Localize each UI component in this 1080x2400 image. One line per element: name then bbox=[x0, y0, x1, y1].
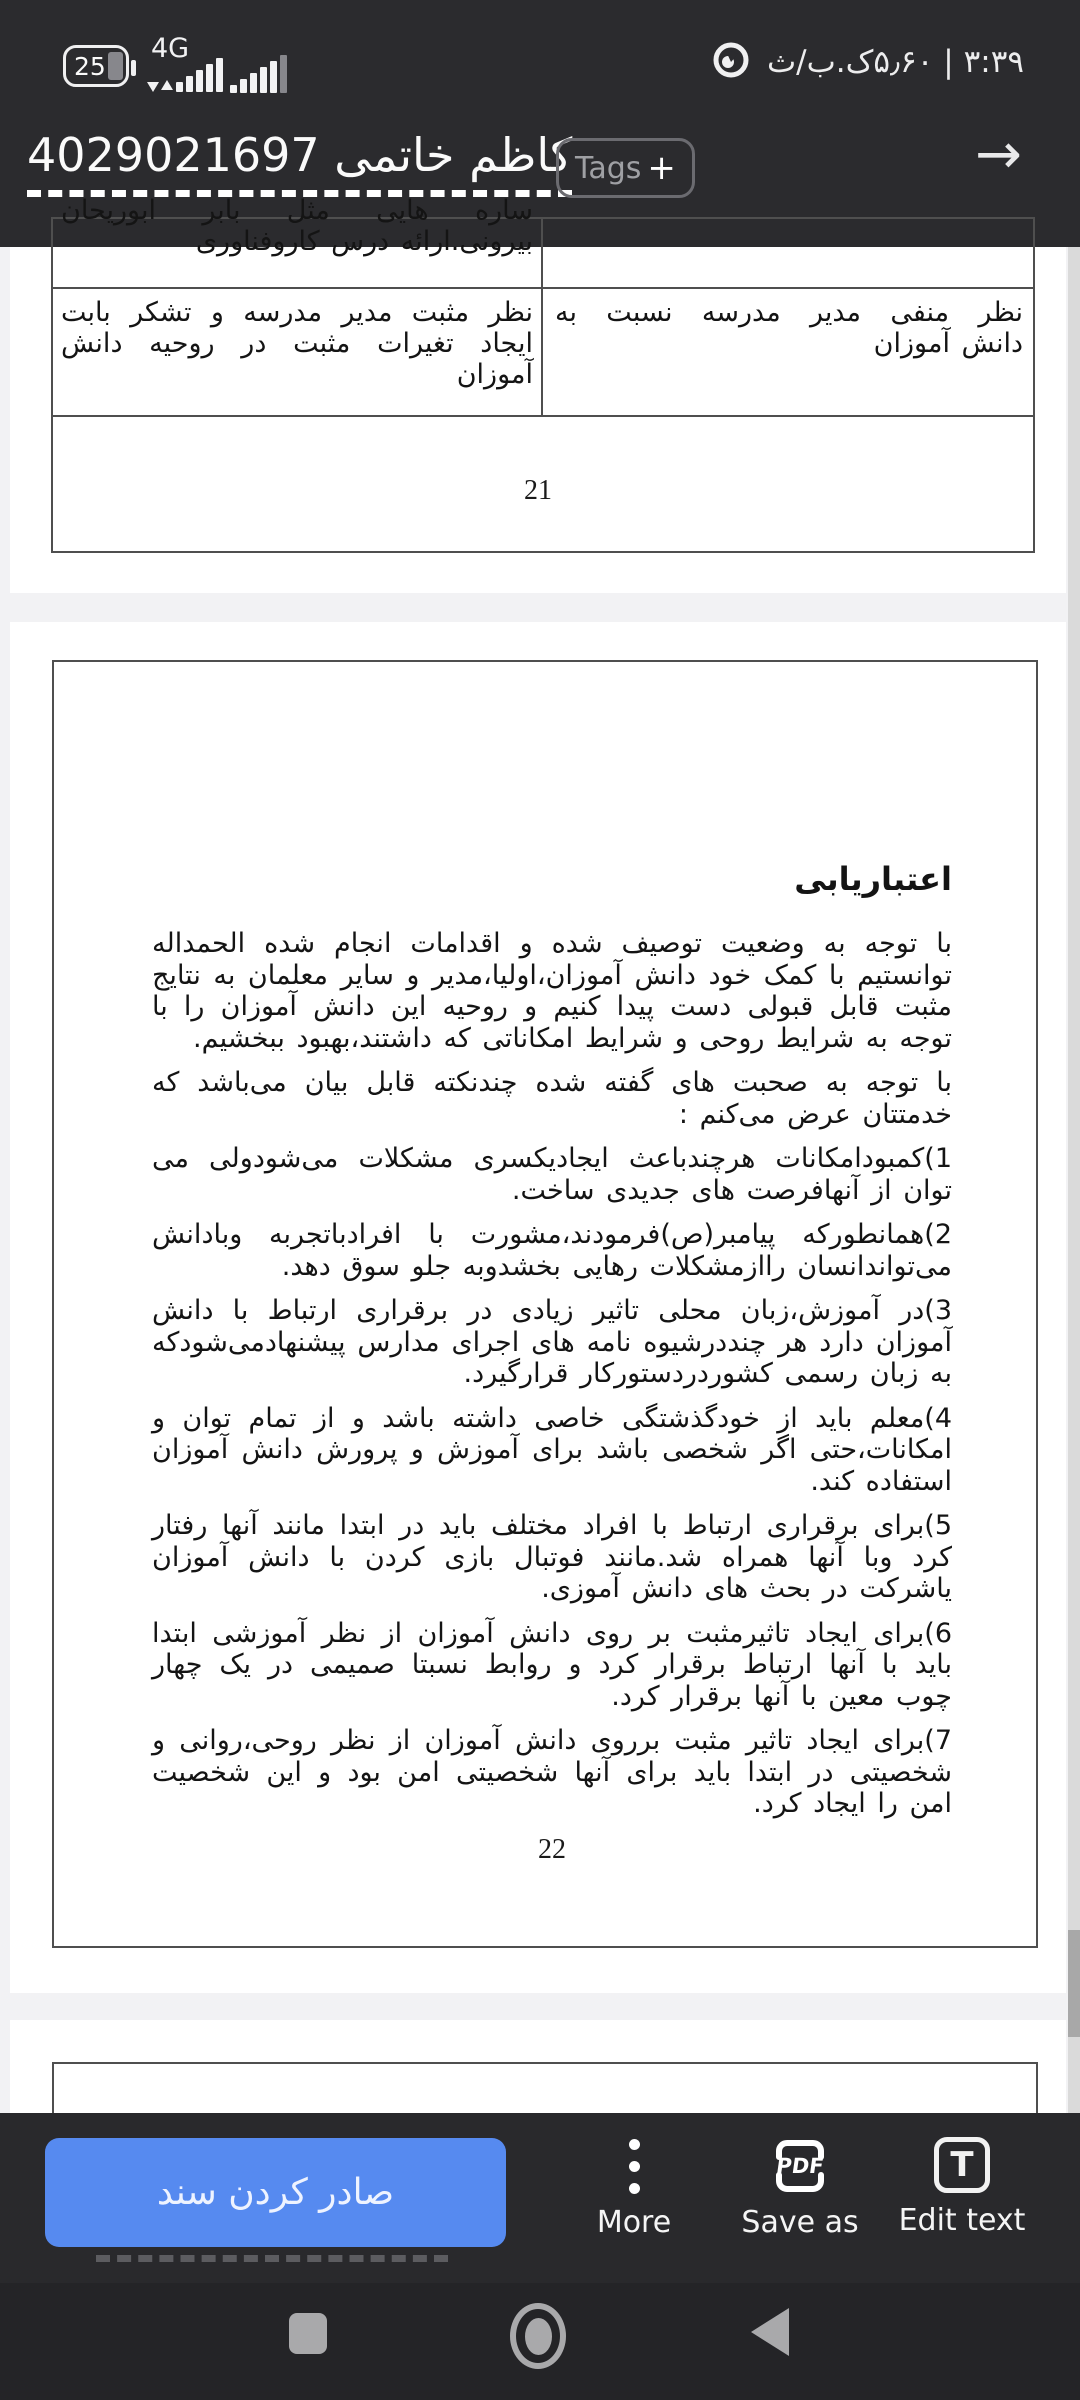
paragraph: با توجه به وضعیت توصیف شده و اقدامات انجام شده الحمداله توانستیم با کمک خود دانش آموزان،اولیا،مدیر و سایر معلمان به نتایج مثبت قابل قبولی دست پیدا کنیم و روحیه این دانش آموزان را با توجه به شرایط روحی و شرایط امکاناتی که داشتند،بهبود ببخشیم. bbox=[152, 928, 952, 1054]
add-tags-button[interactable] bbox=[556, 138, 695, 198]
cell-line: دانش آموزان bbox=[873, 328, 1023, 359]
section-heading: اعتباریابی bbox=[794, 860, 952, 898]
export-document-label: صادر کردن سند bbox=[156, 2172, 395, 2213]
numbered-item: 4)معلم باید از خودگذشتگی خاصی داشته باشد و از تمام توان و امکانات،حتی اگر شخصی باشد برای آموزش و پرورش دانش آموزان استفاده کند. bbox=[152, 1402, 952, 1497]
save-as-button[interactable] bbox=[730, 2137, 870, 2240]
bottom-toolbar bbox=[0, 2113, 1080, 2283]
home-button-icon[interactable] bbox=[510, 2303, 566, 2369]
cell-line: نظر مثبت مدیر مدرسه و تشکر بابت bbox=[61, 297, 533, 328]
cell-line: ساره هایی مثل بابر ابوریحان bbox=[61, 195, 533, 226]
battery-percent: 25 bbox=[74, 52, 106, 81]
pdf-file-icon bbox=[767, 2137, 833, 2195]
network-type-label: 4G bbox=[151, 33, 190, 64]
scrollbar-thumb[interactable] bbox=[1068, 1930, 1080, 2037]
more-vertical-dots-icon bbox=[629, 2137, 640, 2195]
edit-text-label: Edit text bbox=[898, 2203, 1026, 2238]
numbered-item: 1)کمبودامکانات هرچندباعث ایجادیکسری مشکلات می‌شودولی می توان از آنهافرصت های جدیدی ساخت. bbox=[152, 1143, 952, 1206]
signal-bars-icon bbox=[176, 58, 223, 92]
signal-bars-2-icon bbox=[230, 55, 287, 93]
table-cell-row1-left bbox=[55, 195, 539, 285]
network-speed-icon bbox=[711, 40, 751, 84]
cell-line: ایجاد تغیرات مثبت در روحیه دانش bbox=[61, 328, 533, 359]
numbered-item: 7)برای ایجاد تاثیر مثبت برروی دانش آموزان از نظر روحی،روانی و شخصیتی در ابتدا باید برای آنها شخصیتی امن بود و این شخصیت امن را ایجاد کرد. bbox=[152, 1725, 952, 1819]
status-bar bbox=[0, 0, 1080, 110]
battery-fill bbox=[108, 52, 123, 80]
scrollbar[interactable] bbox=[1068, 247, 1080, 2113]
status-time-and-speed: ۳:۳۹ | ۵٫۶۰ک.ب/ث bbox=[766, 44, 1024, 80]
document-title-text: کاظم خاتمی 4029021697 bbox=[27, 128, 572, 197]
pdf-icon-text: PDF bbox=[774, 2154, 826, 2178]
table-column-divider bbox=[541, 219, 543, 415]
paragraph: با توجه به صحبت های گفته شده چندنکته قابل بیان می‌باشد که خدمتتان عرض می‌کنم : bbox=[152, 1067, 952, 1130]
cell-line: آموزان bbox=[456, 359, 533, 390]
numbered-item: 3)در آموزش،زبان محلی تاثیر زیادی در برقراری ارتباط با دانش آموزان دارد هر چنددرشیوه نامه های اجرای مدارس پیشنهادمی‌شودکه به زبان رسمی کشوردردستورکار قرارگیرد. bbox=[152, 1295, 952, 1389]
recents-button-icon[interactable] bbox=[289, 2313, 327, 2354]
home-button-inner-circle bbox=[525, 2318, 552, 2355]
numbered-item: 5)برای برقراری ارتباط با افراد مختلف باید در ابتدا مانند آنها رفتار کرد وبا آنها همراه شد.مانند فوتبال بازی کردن با دانش آموزان یاشرکت در بحث های دانش آموزی. bbox=[152, 1510, 952, 1604]
page-number: 22 bbox=[538, 1833, 566, 1865]
battery-icon bbox=[63, 45, 129, 87]
page-22-border-box bbox=[52, 660, 1038, 1948]
document-viewer[interactable] bbox=[0, 195, 1080, 2113]
edit-text-button[interactable] bbox=[887, 2137, 1037, 2238]
page-number: 21 bbox=[524, 475, 552, 506]
table-row-divider bbox=[53, 287, 1033, 289]
numbered-item: 6)برای ایجاد تاثیرمثبت بر روی دانش آموزان از نظر آموزشی ابتدا باید با آنها ارتباط برقرار کرد و روابط نسبتا صمیمی در یک چهار چوب معین با آنها برقرار کرد. bbox=[152, 1617, 952, 1712]
table-cell-row2-left bbox=[55, 297, 539, 390]
plus-icon: + bbox=[647, 148, 676, 188]
forward-arrow-icon[interactable]: → bbox=[975, 122, 1022, 187]
table-cell-row2-right bbox=[545, 297, 1033, 359]
back-button-icon[interactable] bbox=[751, 2308, 789, 2356]
text-icon-letter: T bbox=[950, 2145, 974, 2185]
page-22[interactable] bbox=[10, 622, 1066, 1993]
cell-line: بیرونی.ارائه درس کاروفناوری bbox=[195, 226, 533, 257]
battery-nub bbox=[131, 60, 136, 76]
data-transfer-arrows-icon bbox=[147, 80, 173, 92]
more-label: More bbox=[596, 2205, 672, 2240]
page-21[interactable] bbox=[10, 195, 1066, 593]
save-as-label: Save as bbox=[741, 2205, 859, 2240]
table-bottom-border bbox=[53, 415, 1033, 417]
document-title[interactable] bbox=[27, 128, 572, 197]
android-nav-bar bbox=[0, 2283, 1080, 2400]
numbered-item: 2)همانطورکه پیامبر(ص)فرمودند،مشورت با افرادباتجربه وبادانش می‌تواندانسان راازمشکلات رهایی بخشدوبه جلو سوق دهد. bbox=[152, 1219, 952, 1282]
export-document-button[interactable] bbox=[45, 2138, 506, 2247]
cell-line: نظر منفی مدیر مدرسه نسبت به bbox=[555, 297, 1023, 328]
text-box-icon bbox=[934, 2137, 990, 2193]
export-button-dashed-underline bbox=[96, 2255, 448, 2262]
tags-label: Tags bbox=[575, 150, 642, 186]
more-button[interactable] bbox=[574, 2137, 694, 2240]
page-23-partial[interactable] bbox=[10, 2020, 1066, 2113]
